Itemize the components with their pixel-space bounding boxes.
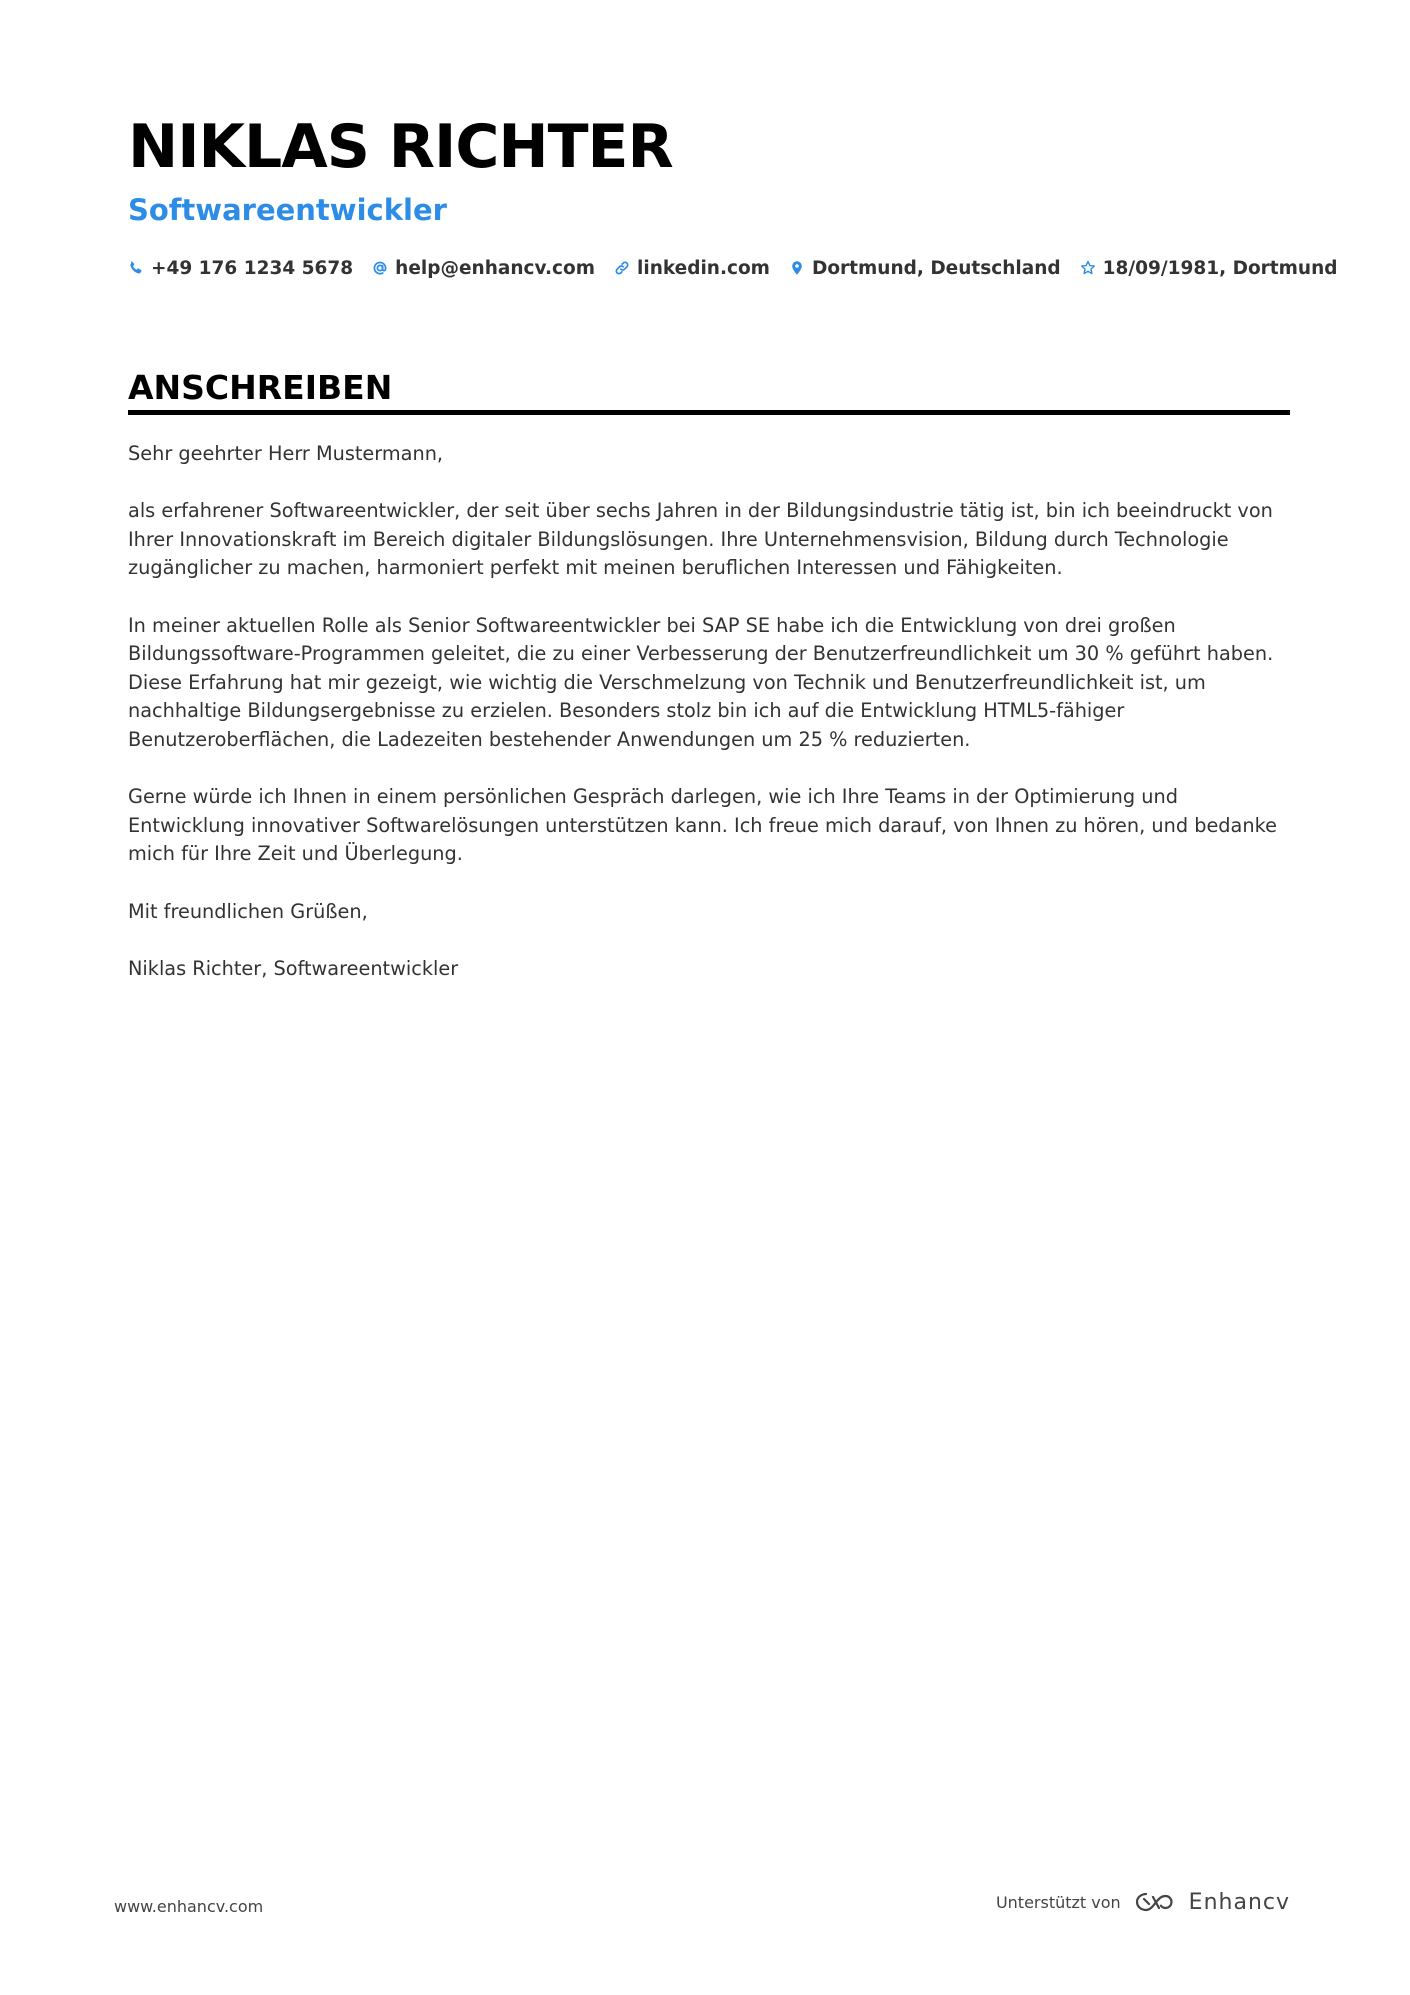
job-title: Softwareentwickler (128, 193, 447, 227)
contact-phone-text: +49 176 1234 5678 (151, 257, 354, 279)
phone-icon (128, 260, 144, 276)
contact-birth (1080, 258, 1338, 279)
brand-name: Enhancv (1188, 1889, 1290, 1915)
star-icon (1080, 260, 1096, 276)
location-pin-icon (789, 260, 805, 276)
contact-location-text: Dortmund, Deutschland (811, 257, 1061, 279)
link-icon (614, 260, 630, 276)
letter-paragraph: In meiner aktuellen Rolle als Senior Softwareentwickler bei SAP SE habe ich die Entwicklung von drei großen Bildungssoftware-Programmen geleitet, die zu einer Verbesserung der Benutzerfreundlichkeit um 30 % geführt haben. Diese Erfahrung hat mir gezeigt, wie wichtig die Verschmelzung von Technik und Benutzerfreundlichkeit ist, um nachhaltige Bildungsergebnisse zu erzielen. Besonders stolz bin ich auf die Entwicklung HTML5-fähiger Benutzeroberflächen, die Ladezeiten bestehender Anwendungen um 25 % reduzierten. (128, 613, 1274, 751)
footer-website-link[interactable]: www.enhancv.com (114, 1897, 264, 1916)
footer-powered-by (996, 1888, 1290, 1916)
contact-linkedin (614, 258, 770, 279)
contact-phone (128, 258, 353, 279)
letter-body (128, 440, 1292, 1012)
letter-salutation: Sehr geehrter Herr Mustermann, (128, 442, 444, 465)
contact-linkedin-text: linkedin.com (637, 257, 770, 279)
contact-email-text: help@enhancv.com (395, 257, 596, 279)
letter-paragraph: als erfahrener Softwareentwickler, der seit über sechs Jahren in der Bildungsindustrie tätig ist, bin ich beeindruckt von Ihrer Innovationskraft im Bereich digitaler Bildungslösungen. Ihre Unternehmensvision, Bildung durch Technologie zugänglicher zu machen, harmoniert perfekt mit meinen beruflichen Interessen und Fähigkeiten. (128, 499, 1273, 580)
contact-birth-text: 18/09/1981, Dortmund (1102, 257, 1338, 279)
powered-by-label: Unterstützt von (995, 1892, 1121, 1912)
enhancv-logo-icon (1133, 1888, 1179, 1916)
contact-info-row (128, 253, 1357, 283)
section-title: ANSCHREIBEN (128, 368, 393, 407)
letter-signature: Niklas Richter, Softwareentwickler (128, 956, 459, 980)
candidate-name: NIKLAS RICHTER (128, 112, 673, 182)
letter-closing: Mit freundlichen Grüßen, (128, 899, 368, 923)
contact-email (372, 258, 595, 279)
at-sign-icon (372, 260, 388, 276)
contact-location (789, 258, 1061, 279)
section-divider (128, 410, 1290, 415)
letter-paragraph: Gerne würde ich Ihnen in einem persönlichen Gespräch darlegen, wie ich Ihre Teams in der Optimierung und Entwicklung innovativer Softwarelösungen unterstützen kann. Ich freue mich darauf, von Ihnen zu hören, und bedanke mich für Ihre Zeit und Überlegung. (128, 785, 1277, 866)
